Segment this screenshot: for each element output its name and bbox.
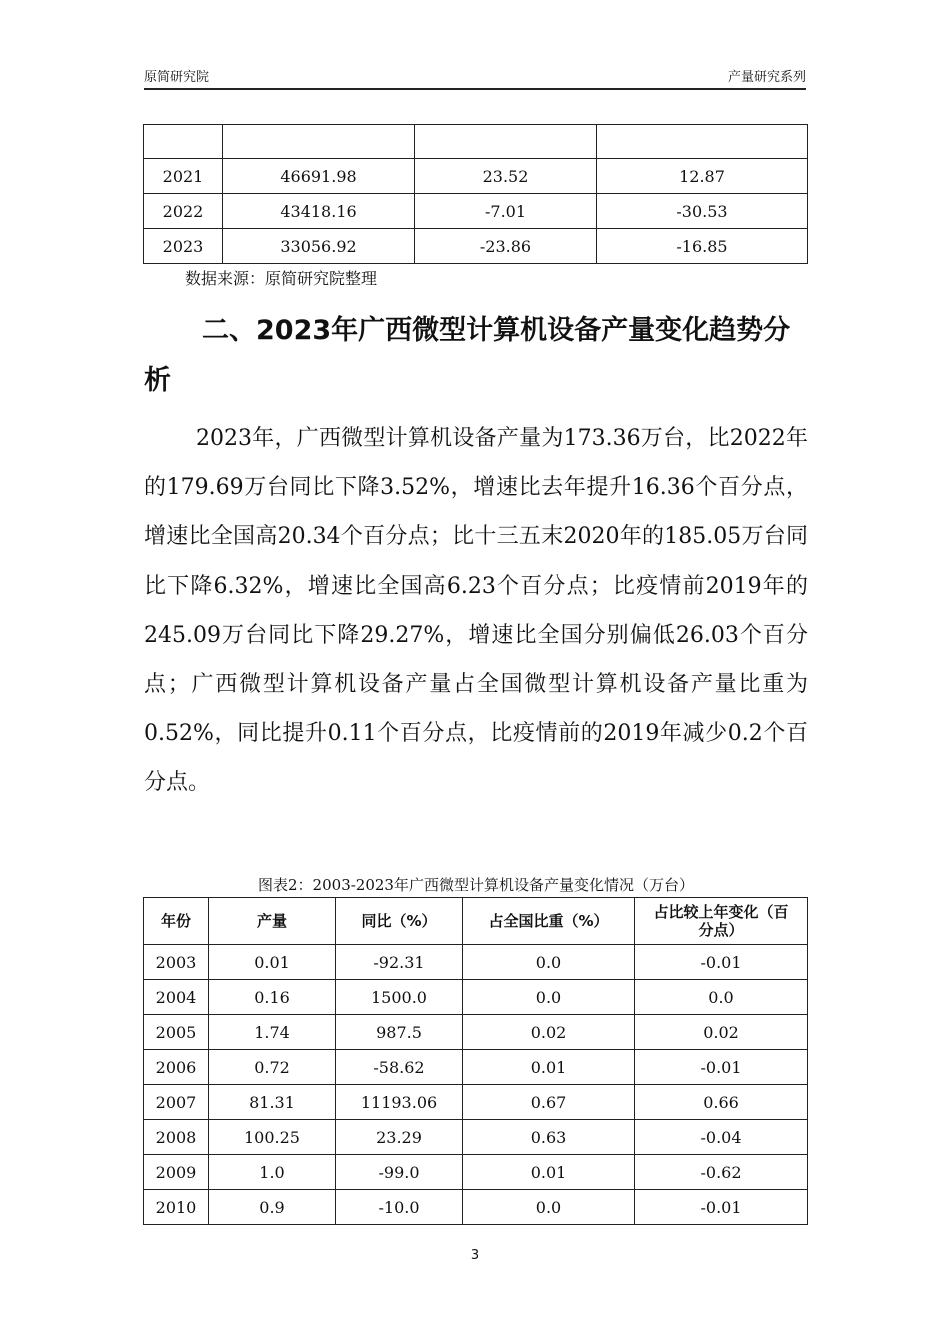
table-row <box>144 1050 808 1085</box>
year-cell: 2005 <box>144 1015 209 1050</box>
table-row <box>144 945 808 980</box>
share-cell: 0.01 <box>463 1050 635 1085</box>
value-cell: -16.85 <box>597 229 808 264</box>
table-row <box>144 980 808 1015</box>
year-cell: 2003 <box>144 945 209 980</box>
share-change-cell: -0.01 <box>635 1050 808 1085</box>
data-source-note: 数据来源：原简研究院整理 <box>185 269 378 288</box>
yoy-cell: -10.0 <box>336 1190 463 1225</box>
value-cell: -30.53 <box>597 194 808 229</box>
yoy-cell: 23.29 <box>336 1120 463 1155</box>
share-change-cell: -0.62 <box>635 1155 808 1190</box>
year-cell: 2023 <box>144 229 223 264</box>
table-cell <box>597 125 808 159</box>
analysis-paragraph: 2023年，广西微型计算机设备产量为173.36万台，比2022年的179.69万台同比下降3.52%，增速比去年提升16.36个百分点，增速比全国高20.34个百分点；比十三五末2020年的185.05万台同比下降6.32%，增速比全国高6.23个百分点；比疫情前2019年的245.09万台同比下降29.27%，增速比全国分别偏低26.03个百分点；广西微型计算机设备产量占全国微型计算机设备产量比重为0.52%，同比提升0.11个百分点，比疫情前的2019年减少0.2个百分点。 <box>144 426 808 796</box>
page-number: 3 <box>470 1248 480 1263</box>
year-cell: 2004 <box>144 980 209 1015</box>
share-change-cell: 0.66 <box>635 1085 808 1120</box>
year-cell: 2006 <box>144 1050 209 1085</box>
share-cell: 0.0 <box>463 980 635 1015</box>
table-row <box>144 159 808 194</box>
value-cell: 12.87 <box>597 159 808 194</box>
share-cell: 0.63 <box>463 1120 635 1155</box>
share-cell: 0.0 <box>463 1190 635 1225</box>
share-cell: 0.02 <box>463 1015 635 1050</box>
year-cell: 2022 <box>144 194 223 229</box>
page-header <box>144 66 806 90</box>
yoy-cell: -92.31 <box>336 945 463 980</box>
value-cell: 43418.16 <box>223 194 415 229</box>
value-cell: 23.52 <box>415 159 597 194</box>
output-cell: 0.16 <box>209 980 336 1015</box>
output-cell: 0.72 <box>209 1050 336 1085</box>
yoy-cell: -58.62 <box>336 1050 463 1085</box>
value-cell: -7.01 <box>415 194 597 229</box>
table-row <box>144 1120 808 1155</box>
year-cell: 2010 <box>144 1190 209 1225</box>
output-cell: 100.25 <box>209 1120 336 1155</box>
output-cell: 0.01 <box>209 945 336 980</box>
yoy-cell: -99.0 <box>336 1155 463 1190</box>
share-cell: 0.01 <box>463 1155 635 1190</box>
table-cell <box>415 125 597 159</box>
output-cell: 81.31 <box>209 1085 336 1120</box>
yoy-cell: 11193.06 <box>336 1085 463 1120</box>
table-row <box>144 1085 808 1120</box>
year-cell: 2021 <box>144 159 223 194</box>
share-cell: 0.0 <box>463 945 635 980</box>
column-header-share-change: 占比较上年变化（百分点） <box>635 898 808 945</box>
table-row <box>144 194 808 229</box>
share-cell: 0.67 <box>463 1085 635 1120</box>
production-history-table <box>143 897 808 1225</box>
value-cell: 46691.98 <box>223 159 415 194</box>
output-cell: 1.74 <box>209 1015 336 1050</box>
table-cell <box>144 125 223 159</box>
table-caption: 图表2：2003-2023年广西微型计算机设备产量变化情况（万台） <box>258 876 694 894</box>
table-header-row <box>144 898 808 945</box>
table-row <box>144 229 808 264</box>
value-cell: 33056.92 <box>223 229 415 264</box>
share-change-cell: 0.0 <box>635 980 808 1015</box>
yoy-cell: 987.5 <box>336 1015 463 1050</box>
production-table-continued <box>143 124 808 264</box>
share-change-cell: -0.01 <box>635 1190 808 1225</box>
column-header-share: 占全国比重（%） <box>463 898 635 945</box>
year-cell: 2009 <box>144 1155 209 1190</box>
table-cell <box>223 125 415 159</box>
value-cell: -23.86 <box>415 229 597 264</box>
table-row <box>144 1015 808 1050</box>
output-cell: 1.0 <box>209 1155 336 1190</box>
year-cell: 2007 <box>144 1085 209 1120</box>
column-header-output: 产量 <box>209 898 336 945</box>
share-change-cell: 0.02 <box>635 1015 808 1050</box>
header-series-name: 产量研究系列 <box>727 70 806 85</box>
column-header-yoy: 同比（%） <box>336 898 463 945</box>
output-cell: 0.9 <box>209 1190 336 1225</box>
header-org-name: 原简研究院 <box>144 70 210 85</box>
column-header-year: 年份 <box>144 898 209 945</box>
section-heading: 二、2023年广西微型计算机设备产量变化趋势分析 <box>144 315 791 396</box>
share-change-cell: -0.01 <box>635 945 808 980</box>
table-row <box>144 1155 808 1190</box>
year-cell: 2008 <box>144 1120 209 1155</box>
yoy-cell: 1500.0 <box>336 980 463 1015</box>
table-row <box>144 125 808 159</box>
share-change-cell: -0.04 <box>635 1120 808 1155</box>
table-row <box>144 1190 808 1225</box>
